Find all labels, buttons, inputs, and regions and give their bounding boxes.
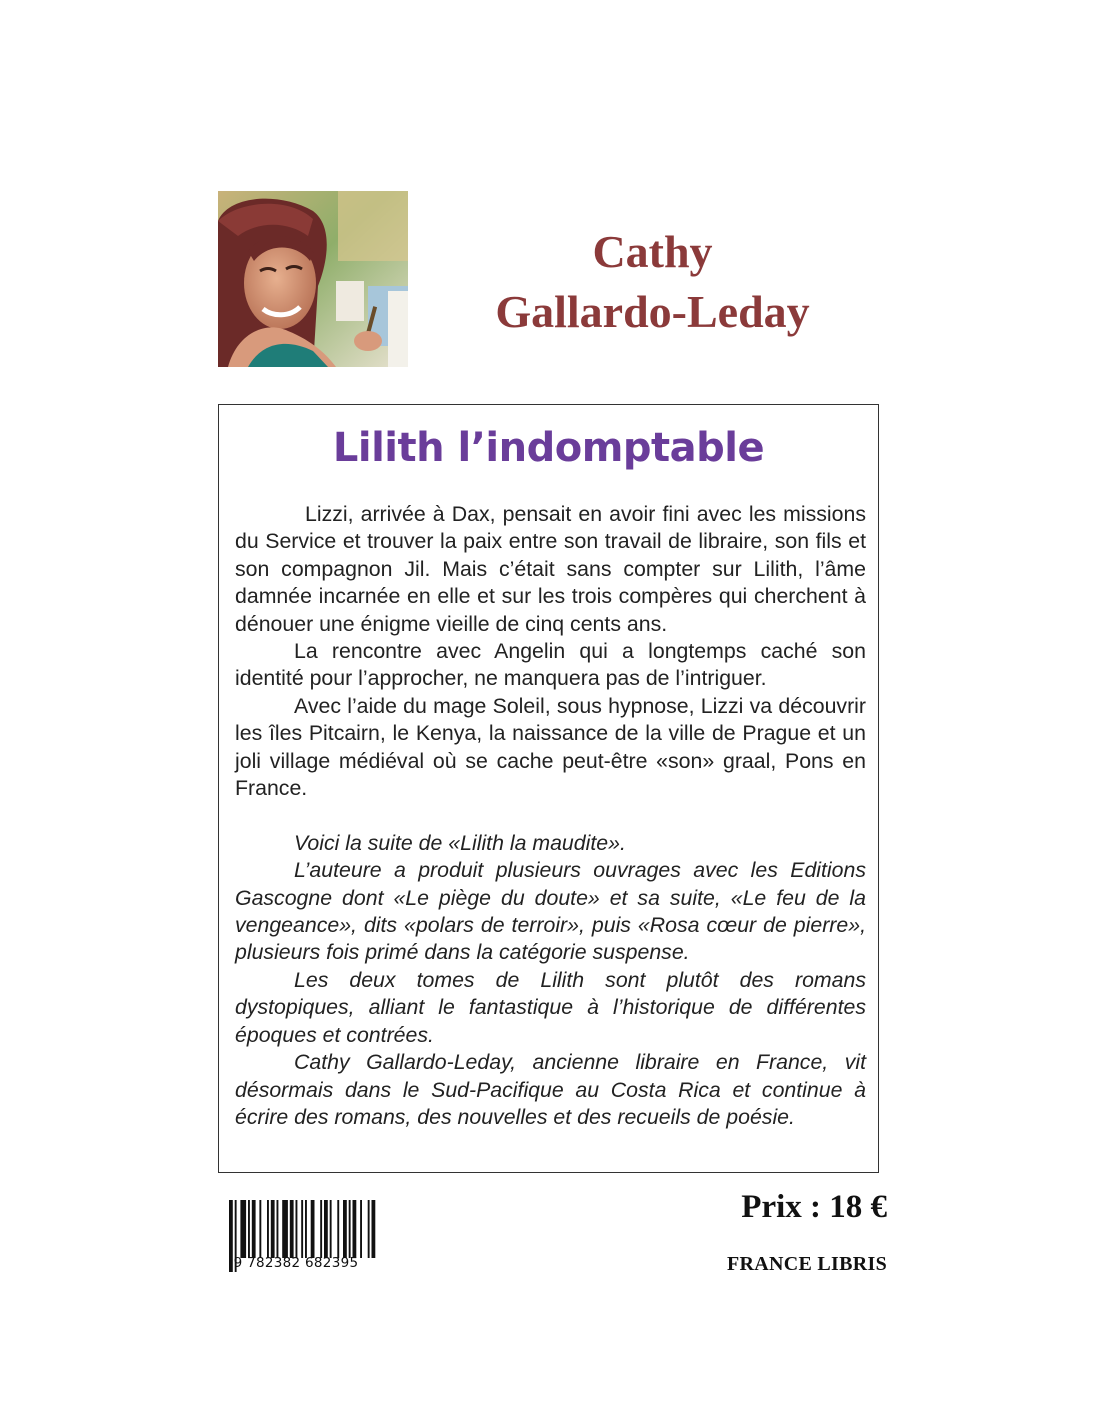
barcode-bar [368, 1200, 370, 1258]
barcode-bar [296, 1200, 298, 1258]
synopsis-paragraph-1: Lizzi, arrivée à Dax, pensait en avoir fini avec les missions du Service et trouver la paix entre son travail de libraire, son fils et son compagnon Jil. Mais c’était sans compter sur Lilith, l’âme damnée incarnée en elle et sur les trois compères qui cherchent à dénouer une énigme vieille de cinq cents ans. [235, 502, 866, 636]
barcode-bar [248, 1200, 250, 1258]
barcode-bar [305, 1200, 307, 1258]
synopsis-box [218, 404, 879, 1173]
barcode-bar [343, 1200, 347, 1258]
author-name [440, 222, 865, 342]
barcode-bar [360, 1200, 362, 1258]
barcode-bar [324, 1200, 328, 1258]
barcode-bar [277, 1200, 279, 1258]
book-title: Lilith l’indomptable [332, 425, 765, 471]
author-portrait-image [218, 191, 408, 367]
author-photo [218, 191, 408, 367]
barcode-bar [267, 1200, 269, 1258]
barcode-bar [282, 1200, 288, 1258]
synopsis-paragraph-3: Avec l’aide du mage Soleil, sous hypnose, Lizzi va découvrir les îles Pitcairn, le Kenya, la naissance de la ville de Prague et un joli village médiéval où se cache peut-être «son» graal, Pons en France. [235, 693, 866, 801]
barcode-bar [240, 1200, 246, 1258]
author-bio-paragraph-1: Voici la suite de «Lilith la maudite». [294, 830, 626, 855]
isbn-number: 9 782382 682395 [233, 1255, 359, 1271]
synopsis-paragraph-2: La rencontre avec Angelin qui a longtemps caché son identité pour l’approcher, ne manquera pas de l’intriguer. [235, 639, 866, 691]
author-bio-paragraph-4: Cathy Gallardo-Leday, ancienne libraire en France, vit désormais dans le Sud-Pacifique au Costa Rica et continue à écrire des romans, des nouvelles et des recueils de poésie. [235, 1050, 866, 1129]
price-label: Prix : 18 € [741, 1189, 887, 1225]
barcode-bar [301, 1200, 303, 1258]
publisher-name: FRANCE LIBRIS [726, 1253, 887, 1275]
barcode-bar [372, 1200, 376, 1258]
barcode-bar [330, 1200, 332, 1258]
barcode-bar [271, 1200, 275, 1258]
author-bio-paragraph-2: L’auteure a produit plusieurs ouvrages avec les Editions Gascogne dont «Le piège du doute» et sa suite, «Le feu de la vengeance», dits «polars de terroir», puis «Rosa cœur de pierre», plusieurs fois primé dans la catégorie suspense. [235, 858, 866, 965]
barcode-bar [320, 1200, 322, 1258]
author-first-name: Cathy [592, 226, 713, 277]
paragraph-spacer [235, 802, 866, 829]
barcode-bar [311, 1200, 315, 1258]
barcode-bar [337, 1200, 339, 1258]
barcode-bar [290, 1200, 294, 1258]
author-bio-paragraph-3: Les deux tomes de Lilith sont plutôt des romans dystopiques, alliant le fantastique à l’historique de différentes époques et contrées. [235, 967, 866, 1047]
author-last-name: Gallardo-Leday [495, 286, 810, 337]
barcode-bar [252, 1200, 256, 1258]
synopsis-text [235, 501, 866, 1131]
barcode-bar [259, 1200, 261, 1258]
barcode-bar [353, 1200, 357, 1258]
barcode-bar [349, 1200, 351, 1258]
